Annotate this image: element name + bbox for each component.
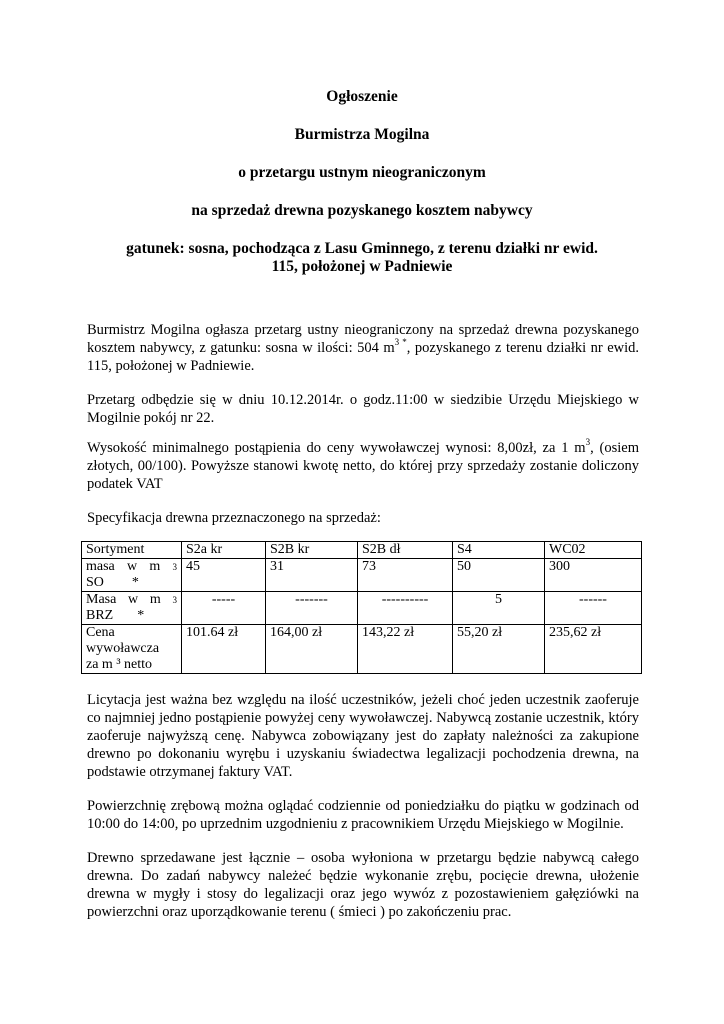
table-cell: 55,20 zł [453,625,545,674]
label-asterisk: * [137,608,145,623]
title-issuer: Burmistrza Mogilna [294,126,430,143]
table-cell: 50 [453,559,545,592]
row-label-mass-so [82,559,182,592]
label-line: Cena [86,625,115,640]
table-cell: ----- [182,592,266,625]
table-header-row [82,542,642,559]
label-line: za m ³ netto [86,657,153,672]
label-word: m [149,559,161,574]
table-cell: 73 [358,559,453,592]
paragraph-announcement [87,321,639,375]
table-cell: 31 [266,559,358,592]
paragraph-auction-rules: Licytacja jest ważna bez względu na ilość uczestników, jeżeli choć jeden uczestnik zaoferuje co najmniej jedno postąpienie powyżej ceny wywoławczej. Nabywcą zostanie uczestnik, który zaoferuje najwyższą cenę. Nabywca zobowiązany jest do zapłaty należności za zakupione drewno po dokonaniu wyrębu i uzyskaniu świadectwa legalizacji pochodzenia drewna, na podstawie otrzymanej faktury VAT. [87,692,639,780]
table-cell: 300 [545,559,642,592]
paragraph-spec-intro: Specyfikacja drewna przeznaczonego na sprzedaż: [87,510,381,526]
cubic-superscript: 3 [172,595,177,605]
title-tender-type: o przetargu ustnym nieograniczonym [238,164,486,181]
title-details-line1: gatunek: sosna, pochodząca z Lasu Gminnego, z terenu działki nr ewid. [126,240,598,257]
header-cell: S4 [453,542,545,559]
table-row-price [82,625,642,674]
label-line: wywoławcza [86,641,160,656]
title-subject: na sprzedaż drewna pozyskanego kosztem nabywcy [191,202,533,219]
row-label-mass-brz [82,592,182,625]
table-row-mass-brz [82,592,642,625]
table-cell: 143,22 zł [358,625,453,674]
label-word: masa [86,559,115,574]
table-cell: 164,00 zł [266,625,358,674]
table-cell: ------- [266,592,358,625]
label-word: w [128,592,139,607]
table-cell: 101.64 zł [182,625,266,674]
paragraph-increment-text-b: , (osiem złotych, 00/100). Powyższe stanowi kwotę netto, do której przy sprzedaży zostanie doliczony podatek VAT [87,440,639,492]
cubic-superscript: 3 * [394,337,407,348]
label-word: Masa [86,592,117,607]
table-cell: ---------- [358,592,453,625]
table-cell: ------ [545,592,642,625]
title-details [60,240,664,276]
paragraph-date: Przetarg odbędzie się w dniu 10.12.2014r. o godz.11:00 w siedzibie Urzędu Miejskiego w Mogilnie pokój nr 22. [87,392,639,426]
table-cell: 45 [182,559,266,592]
title-announcement: Ogłoszenie [326,88,398,105]
header-cell: WC02 [545,542,642,559]
cubic-superscript: 3 [172,562,177,572]
paragraph-announcement-text-a: Burmistrz Mogilna ogłasza przetarg ustny nieograniczony na sprzedaż drewna pozyskanego kosztem nabywcy, z gatunku: sosna w ilości: 504 m [87,322,639,356]
header-cell: Sortyment [82,542,182,559]
header-cell: S2B kr [266,542,358,559]
label-asterisk: * [131,575,139,590]
label-word: m [149,592,161,607]
header-cell: S2B dł [358,542,453,559]
label-word: SO [86,575,104,590]
specification-table [81,541,642,674]
table-cell: 235,62 zł [545,625,642,674]
label-word: w [127,559,138,574]
header-cell: S2a kr [182,542,266,559]
table-row-mass-so [82,559,642,592]
paragraph-buyer-duties: Drewno sprzedawane jest łącznie – osoba wyłoniona w przetargu będzie nabywcą całego drewna. Do zadań nabywcy należeć będzie wykonanie zrębu, pocięcie drewna, ułożenie drewna w mygły i stosy do legalizacji oraz jego wywóz z pozostawieniem gałęziówki na powierzchni oraz uporządkowanie terenu ( śmieci ) po zakończeniu prac. [87,850,639,920]
paragraph-increment-text-a: Wysokość minimalnego postąpienia do ceny wywoławczej wynosi: 8,00zł, za 1 m [87,440,586,456]
paragraph-minimum-increment [87,439,639,493]
row-label-price [82,625,182,674]
label-word: BRZ [86,608,114,623]
paragraph-viewing-hours: Powierzchnię zrębową można oglądać codziennie od poniedziałku do piątku w godzinach od 10:00 do 14:00, po uprzednim uzgodnieniu z pracownikiem Urzędu Miejskiego w Mogilnie. [87,798,639,832]
title-details-line2: 115, położonej w Padniewie [271,258,453,275]
cubic-superscript: 3 [585,437,591,448]
table-cell: 5 [453,592,545,625]
paragraph-announcement-text-b: , pozyskanego z terenu działki nr ewid. 115, położonej w Padniewie. [87,340,640,374]
